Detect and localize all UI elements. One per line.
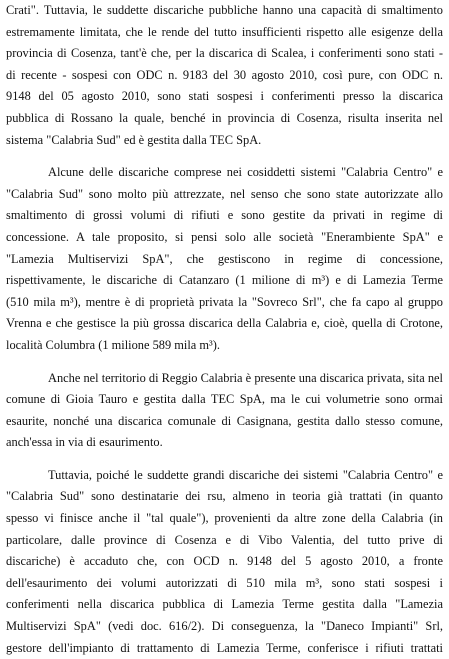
text-line: Multiservizi SpA" (vedi doc. 616/2). Di conseguenza, la "Daneco Impianti" Srl, xyxy=(6,619,443,634)
text-line: rispettivamente, le discariche di Catanzaro (1 milione di m³) e di Lamezia Terme xyxy=(6,273,443,288)
text-line: "Calabria Sud" sono molto più attrezzate, nel senso che sono state autorizzate allo xyxy=(6,186,443,201)
text-line: spesso vi finisce anche il "tal quale"), provenienti da altre zone della Calabria (in xyxy=(6,511,443,526)
text-line: concessione. A tale proposito, si pensi solo alle società "Enerambiente SpA" e xyxy=(6,229,443,244)
text-line: sistema "Calabria Sud" ed è gestita dalla TEC SpA. xyxy=(6,132,262,147)
text-line: Anche nel territorio di Reggio Calabria è presente una discarica privata, sita nel xyxy=(48,370,443,385)
text-line: pubblica di Rossano la quale, benché in provincia di Cosenza, risulta inserita nel xyxy=(6,110,443,125)
text-line: Alcune delle discariche comprese nei cosiddetti sistemi "Calabria Centro" e xyxy=(48,165,443,180)
text-line: particolare, dalle province di Cosenza e di Vibo Valentia, del tutto prive di xyxy=(6,532,443,547)
text-line: discariche) è accaduto che, con OCD n. 9148 del 5 agosto 2010, a fronte xyxy=(6,554,443,569)
paragraph-gap xyxy=(6,454,443,465)
text-line: anch'essa in via di esaurimento. xyxy=(6,435,163,450)
text-line: 9148 del 05 agosto 2010, sono stati sospesi i conferimenti presso la discarica xyxy=(6,89,443,104)
paragraph-2 xyxy=(6,162,443,356)
text-line: Vrenna e che gestisce la più grossa discarica della Calabria e, cioè, quella di Crotone, xyxy=(6,316,443,331)
text-line: di recente - sospesi con ODC n. 9183 del 30 agosto 2010, così pure, con ODC n. xyxy=(6,67,443,82)
text-line: comune di Gioia Tauro e gestita dalla TEC SpA, ma le cui volumetrie sono ormai xyxy=(6,392,443,407)
paragraph-gap xyxy=(6,151,443,162)
text-line: esaurite, nonché una discarica comunale di Casignana, gestita dallo stesso comune, xyxy=(6,413,443,428)
text-line: Crati". Tuttavia, le suddette discariche pubbliche hanno una capacità di smaltimento xyxy=(6,3,443,17)
text-line: provincia di Cosenza, tant'è che, per la discarica di Scalea, i conferimenti sono stati - xyxy=(6,46,443,61)
document-page xyxy=(6,0,443,659)
text-line: (510 mila m³), mentre è di proprietà privata la "Sovreco Srl", che fa capo al gruppo xyxy=(6,294,443,309)
text-line: Tuttavia, poiché le suddette grandi discariche dei sistemi "Calabria Centro" e xyxy=(48,467,443,482)
text-line: estremamente limitata, che le rende del tutto insufficienti rispetto alle esigenze della xyxy=(6,24,443,39)
paragraph-4 xyxy=(6,465,443,659)
text-line: dell'esaurimento dei volumi autorizzati di 510 mila m³, sono stati sospesi i xyxy=(6,575,443,590)
paragraph-3 xyxy=(6,368,443,454)
text-line: gestore dell'impianto di trattamento di Lamezia Terme, conferisce i rifiuti trattati xyxy=(6,640,443,655)
text-line: località Columbra (1 milione 589 mila m³). xyxy=(6,337,220,352)
text-line: "Lamezia Multiservizi SpA", che gestiscono in regime di concessione, xyxy=(6,251,443,266)
text-line: smaltimento di grossi volumi di rifiuti e sono gestite da privati in regime di xyxy=(6,208,443,223)
text-line: "Calabria Sud" sono destinatarie dei rsu, almeno in teoria già trattati (in quanto xyxy=(6,489,443,504)
paragraph-gap xyxy=(6,357,443,368)
text-line: conferimenti nella discarica pubblica di Lamezia Terme gestita dalla "Lamezia xyxy=(6,597,443,612)
paragraph-1 xyxy=(6,0,443,151)
